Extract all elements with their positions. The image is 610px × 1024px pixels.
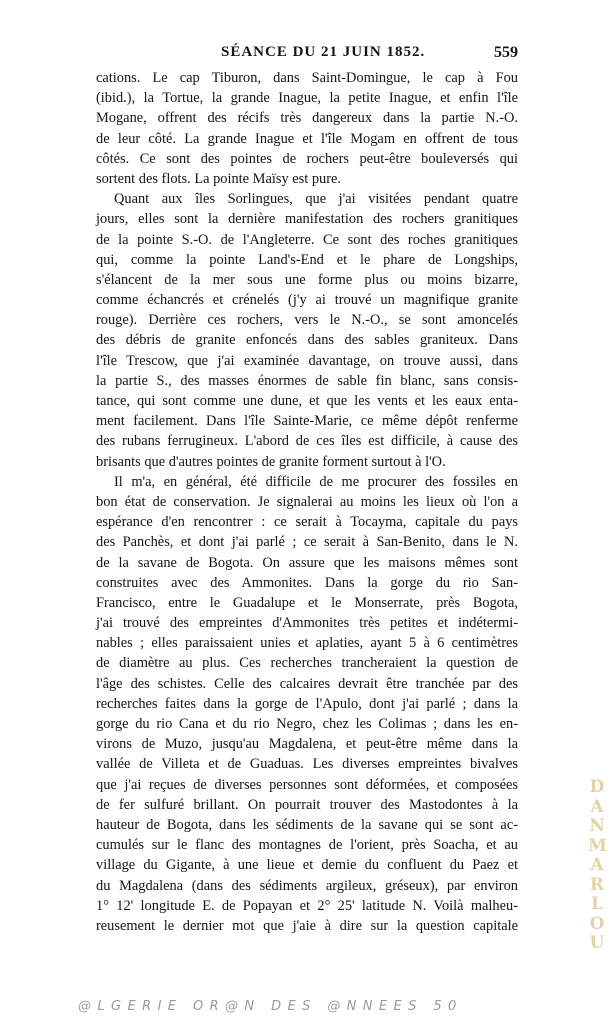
watermark-letter: L bbox=[591, 894, 603, 914]
text-line: s'élancent de la mer sous une forme plus ou moins bizarre, bbox=[96, 271, 518, 288]
page-number: 559 bbox=[494, 44, 518, 61]
text-line: bon état de conservation. Je signalerai au moins les lieux où l'on a bbox=[96, 493, 518, 510]
text-line: du Magdalena (dans des sédiments argileux, gréseux), par environ bbox=[96, 877, 518, 894]
text-line: des débris de granite enfoncés dans des sables graniteux. Dans bbox=[96, 332, 518, 349]
text-line: comme échancrés et crénelés (j'y ai trouvé un magnifique granite bbox=[96, 292, 518, 309]
text-line: gorge du rio Cana et du rio Negro, chez les Colimas ; dans les en- bbox=[96, 716, 518, 732]
text-line: rouge). Derrière ces rochers, vers le N.-O., se sont amoncelés bbox=[96, 312, 518, 329]
text-line: reusement le dernier mot que j'aie à dire sur la question capitale bbox=[96, 917, 518, 934]
text-line: Mogane, offrent des récifs très dangereux dans la partie N.-O. bbox=[96, 110, 518, 127]
text-line: sortent des flots. La pointe Maïsy est pure. bbox=[96, 170, 341, 187]
text-line: des rubans ferrugineux. L'abord de ces îles est difficile, à cause des bbox=[96, 433, 518, 450]
text-line: que j'ai reçues de diverses personnes sont déformées, et composées bbox=[96, 776, 518, 793]
text-line: virons de Muzo, jusqu'au Magdalena, et peut-être même dans la bbox=[96, 736, 518, 753]
text-line: Il m'a, en général, été difficile de me procurer des fossiles en bbox=[114, 473, 518, 490]
text-line: des Panchès, et dont j'ai parlé ; ce serait à San-Benito, dans le N. bbox=[96, 534, 518, 551]
watermark-letter: A bbox=[590, 796, 604, 817]
text-line: ment facilement. Dans l'île Sainte-Marie, ce même dépôt renferme bbox=[96, 413, 518, 430]
text-line: la partie S., des masses énormes de sable fin blanc, sans consis- bbox=[96, 372, 518, 389]
text-line: côtés. Ce sont des pointes de rochers peut-être bouleversés qui bbox=[96, 150, 518, 167]
running-title: SÉANCE DU 21 JUIN 1852. bbox=[221, 44, 426, 60]
paragraph bbox=[96, 189, 518, 472]
text-line: hauteur de Bogota, dans les sédiments de la savane qui se sont ac- bbox=[96, 816, 518, 833]
text-line: Francisco, entre le Guadalupe et le Monserrate, près Bogota, bbox=[96, 594, 518, 611]
text-line: brisants que d'autres pointes de granite forment surtout à l'O. bbox=[96, 453, 446, 470]
text-line: qui, comme la pointe Land's-End et le phare de Longships, bbox=[96, 251, 518, 268]
text-line: 1° 12' longitude E. de Popayan et 2° 25' latitude N. Voilà malheu- bbox=[96, 897, 518, 914]
paragraph bbox=[96, 472, 518, 936]
text-line: de la pointe S.-O. de l'Angleterre. Ce sont des roches granitiques bbox=[96, 231, 518, 248]
paragraph bbox=[96, 68, 518, 189]
vertical-watermark bbox=[588, 778, 606, 954]
watermark-letter: M bbox=[588, 835, 607, 856]
watermark-letter: D bbox=[589, 777, 605, 797]
text-line: village du Gigante, à une lieue et demie du confluent du Paez et bbox=[96, 857, 518, 874]
text-line: l'île Trescow, que j'ai examinée davantage, on trouve aussi, dans bbox=[96, 352, 518, 369]
watermark-letter: O bbox=[589, 913, 605, 934]
watermark-letter: A bbox=[590, 855, 604, 875]
text-line: (ibid.), la Tortue, la grande Inague, la petite Inague, et enfin l'île bbox=[96, 90, 518, 107]
page-header bbox=[96, 44, 518, 68]
text-line: cations. Le cap Tiburon, dans Saint-Domingue, le cap à Fou bbox=[96, 70, 518, 86]
text-line: l'âge des schistes. Celle des calcaires devrait être tranchée par des bbox=[96, 675, 518, 692]
text-line: j'ai trouvé des empreintes d'Ammonites très petites et indétermi- bbox=[96, 615, 518, 632]
footer-watermark: @LGERIE OR@N DES @NNEES 50 bbox=[78, 999, 463, 1014]
text-line: de diamètre au plus. Ces recherches trancheraient la question de bbox=[96, 655, 518, 672]
text-line: cumulés sur le flanc des montagnes de l'orient, près Soacha, et au bbox=[96, 837, 518, 854]
watermark-letter: R bbox=[589, 874, 605, 895]
text-line: construites avec des Ammonites. Dans la gorge du rio San- bbox=[96, 574, 518, 591]
watermark-letter: N bbox=[589, 816, 605, 836]
text-line: Quant aux îles Sorlingues, que j'ai visitées pendant quatre bbox=[114, 191, 518, 208]
text-line: recherches faites dans la gorge de l'Apulo, dont j'ai parlé ; dans la bbox=[96, 695, 518, 712]
text-line: jours, elles sont la dernière manifestation des rochers granitiques bbox=[96, 211, 518, 228]
text-line: vallée de Villeta et de Guaduas. Les diverses empreintes bivalves bbox=[96, 756, 518, 773]
watermark-letter: U bbox=[589, 933, 605, 953]
text-line: espérance d'en rencontrer : ce serait à Tocayma, capitale du pays bbox=[96, 514, 518, 531]
text-line: de leur côté. La grande Inague et l'île Mogam en offrent de tous bbox=[96, 130, 518, 147]
text-line: tance, qui sont comme une dune, et que les vents et les eaux enta- bbox=[96, 393, 518, 409]
text-line: de fer sulfuré brillant. On pourrait trouver des Mastodontes à la bbox=[96, 796, 518, 813]
text-line: nables ; elles paraissaient unies et aplaties, ayant 5 à 6 centimètres bbox=[96, 635, 518, 652]
text-line: de la savane de Bogota. On assure que les maisons mêmes sont bbox=[96, 554, 518, 571]
body-text bbox=[96, 68, 518, 936]
